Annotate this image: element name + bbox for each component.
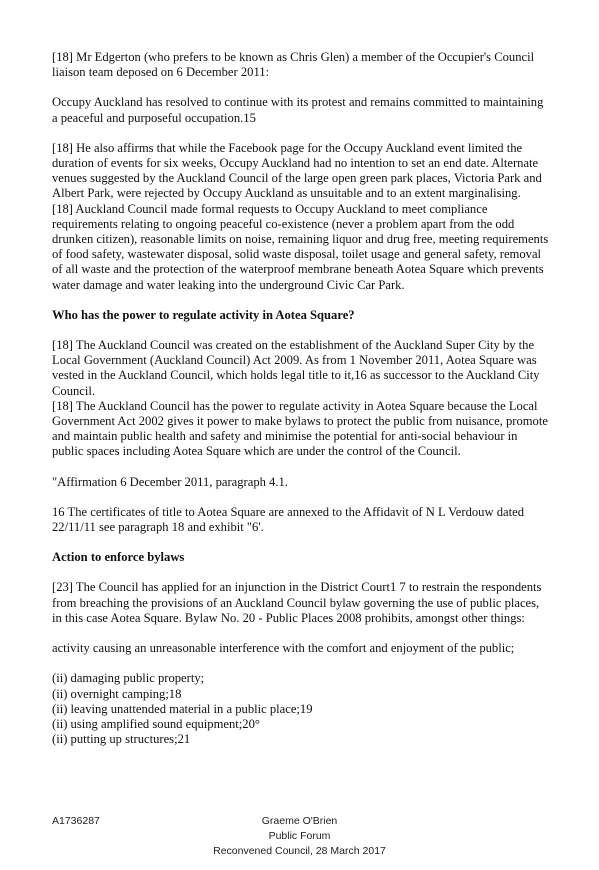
quote-paragraph: Occupy Auckland has resolved to continue with its protest and remains committed to maintaining a peaceful and purposeful occupation.15 — [52, 95, 544, 125]
footer-author: Graeme O'Brien — [261, 815, 338, 827]
list-item: (ii) using amplified sound equipment;20° — [52, 716, 260, 731]
paragraph: [18] The Auckland Council has the power to regulate activity in Aotea Square because the Local Government Act 2002 gives it power to make bylaws to protect the public from nuisance, promote and maintain public health and safety and minimise the potential for anti-social behaviour in public spaces including Aotea Square which are under the control of the Council. — [52, 398, 548, 459]
footer-center — [0, 814, 599, 859]
list-item: (ii) damaging public property; — [52, 671, 205, 686]
footnote: "Affirmation 6 December 2011, paragraph 4.1. — [52, 474, 288, 489]
footnote: 16 The certificates of title to Aotea Square are annexed to the Affidavit of N L Verdouw dated 22/11/11 see paragraph 18 and exhibit "6'. — [52, 504, 524, 535]
list-item: (ii) overnight camping;18 — [52, 686, 182, 701]
list-item: (ii) putting up structures;21 — [52, 732, 191, 747]
section-heading: Action to enforce bylaws — [52, 550, 185, 565]
list-item: (ii) leaving unattended material in a public place;19 — [52, 701, 313, 716]
paragraph: [18] The Auckland Council was created on the establishment of the Auckland Super City by the Local Government (Auckland Council) Act 2009. As from 1 November 2011, Aotea Square was vested in the Auckland Council, which holds legal title to it,16 as successor to the Auckland City Council. — [52, 338, 540, 398]
prohibitions-list — [52, 671, 552, 747]
paragraph: [18] Mr Edgerton (who prefers to be known as Chris Glen) a member of the Occupier's Council liaison team deposed on 6 December 2011: — [52, 50, 535, 80]
paragraph: [18] He also affirms that while the Facebook page for the Occupy Auckland event limited the duration of events for six weeks, Occupy Auckland had no intention to set an end date. Alternate venues suggested by the Auckland Council of the large open green park places, Victoria Park and Albert Park, were rejected by Occupy Auckland as unsuitable and to an extent marginalising. — [52, 140, 542, 201]
footer-meeting: Reconvened Council, 28 March 2017 — [213, 845, 386, 857]
document-reference: A1736287 — [52, 815, 100, 827]
paragraph: [18] Auckland Council made formal requests to Occupy Auckland to meet compliance requirements relating to ongoing peaceful co-existence (never a problem apart from the odd drunken citizen), reasonable limits on noise, remaining liquor and drug free, meeting requirements of food safety, wastewater disposal, solid waste disposal, toilet usage and general safety, removal of all waste and the protection of the waterproof membrane beneath Aotea Square which prevents water damage and water leaking into the underground Civic Car Park. — [52, 201, 549, 292]
section-heading: Who has the power to regulate activity in Aotea Square? — [52, 307, 355, 322]
paragraph: [23] The Council has applied for an injunction in the District Court1 7 to restrain the respondents from breaching the provisions of an Auckland Council bylaw governing the use of public places, in this case Aotea Square. Bylaw No. 20 - Public Places 2008 prohibits, amongst other things: — [52, 580, 542, 625]
footer-forum: Public Forum — [268, 830, 331, 842]
page-footer — [0, 814, 599, 864]
document-body — [52, 50, 552, 747]
paragraph: activity causing an unreasonable interference with the comfort and enjoyment of the public; — [52, 641, 515, 656]
